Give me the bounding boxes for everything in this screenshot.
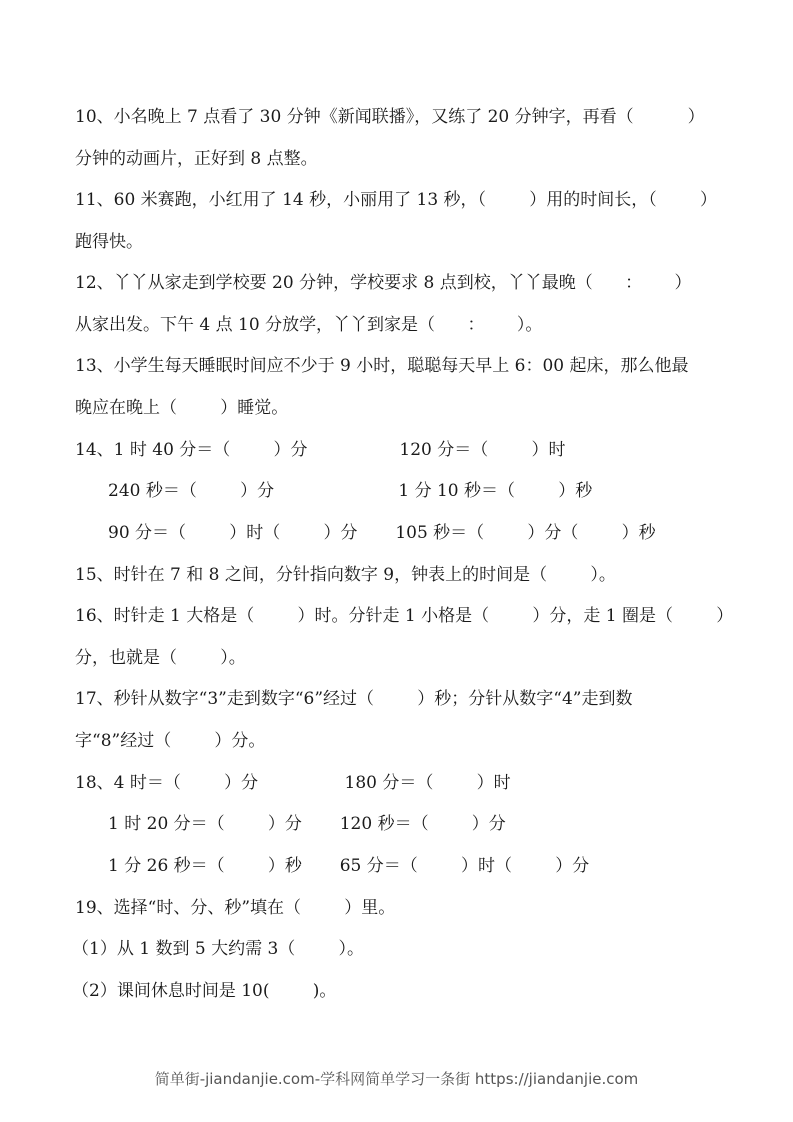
question-17-line-2: 字“8”经过（ ）分。 — [75, 731, 266, 751]
question-19-line-1: 19、选择“时、分、秒”填在（ ）里。 — [75, 898, 396, 918]
question-19-sub-2: （2）课间休息时间是 10( )。 — [72, 981, 337, 1001]
question-13-line-1: 13、小学生每天睡眠时间应不少于 9 小时，聪聪每天早上 6：00 起床，那么他最 — [75, 356, 689, 376]
question-18-line-3: 1 分 26 秒＝（ ）秒 65 分＝（ ）时（ ）分 — [108, 856, 590, 876]
question-16-line-1: 16、时针走 1 大格是（ ）时。分针走 1 小格是（ ）分，走 1 圈是（ ） — [75, 606, 734, 626]
question-11-line-2: 跑得快。 — [75, 232, 143, 252]
question-14-line-1: 14、1 时 40 分＝（ ）分 120 分＝（ ）时 — [75, 440, 566, 460]
question-10-line-2: 分钟的动画片，正好到 8 点整。 — [75, 149, 318, 169]
question-11-line-1: 11、60 米赛跑，小红用了 14 秒，小丽用了 13 秒，（ ）用的时间长，（ ） — [75, 190, 718, 210]
question-12-line-1: 12、丫丫从家走到学校要 20 分钟，学校要求 8 点到校，丫丫最晚（ ： ） — [75, 273, 692, 293]
question-16-line-2: 分，也就是（ ）。 — [75, 648, 246, 668]
question-19-sub-1: （1）从 1 数到 5 大约需 3（ ）。 — [72, 939, 365, 959]
question-10-line-1: 10、小名晚上 7 点看了 30 分钟《新闻联播》，又练了 20 分钟字，再看（ ） — [75, 107, 705, 127]
question-18-line-1: 18、4 时＝（ ）分 180 分＝（ ）时 — [75, 773, 511, 793]
question-15-line-1: 15、时针在 7 和 8 之间，分针指向数字 9，钟表上的时间是（ ）。 — [75, 565, 616, 585]
question-17-line-1: 17、秒针从数字“3”走到数字“6”经过（ ）秒；分针从数字“4”走到数 — [75, 689, 633, 709]
question-18-line-2: 1 时 20 分＝（ ）分 120 秒＝（ ）分 — [108, 814, 506, 834]
footer-watermark: 简单街-jiandanjie.com-学科网简单学习一条街 https://jiandanjie.com — [154, 1070, 639, 1088]
question-14-line-3: 90 分＝（ ）时（ ）分 105 秒＝（ ）分（ ）秒 — [108, 523, 656, 543]
question-14-line-2: 240 秒＝（ ）分 1 分 10 秒＝（ ）秒 — [108, 481, 593, 501]
question-13-line-2: 晚应在晚上（ ）睡觉。 — [75, 398, 289, 418]
question-12-line-2: 从家出发。下午 4 点 10 分放学，丫丫到家是（ ： ）。 — [75, 315, 543, 335]
